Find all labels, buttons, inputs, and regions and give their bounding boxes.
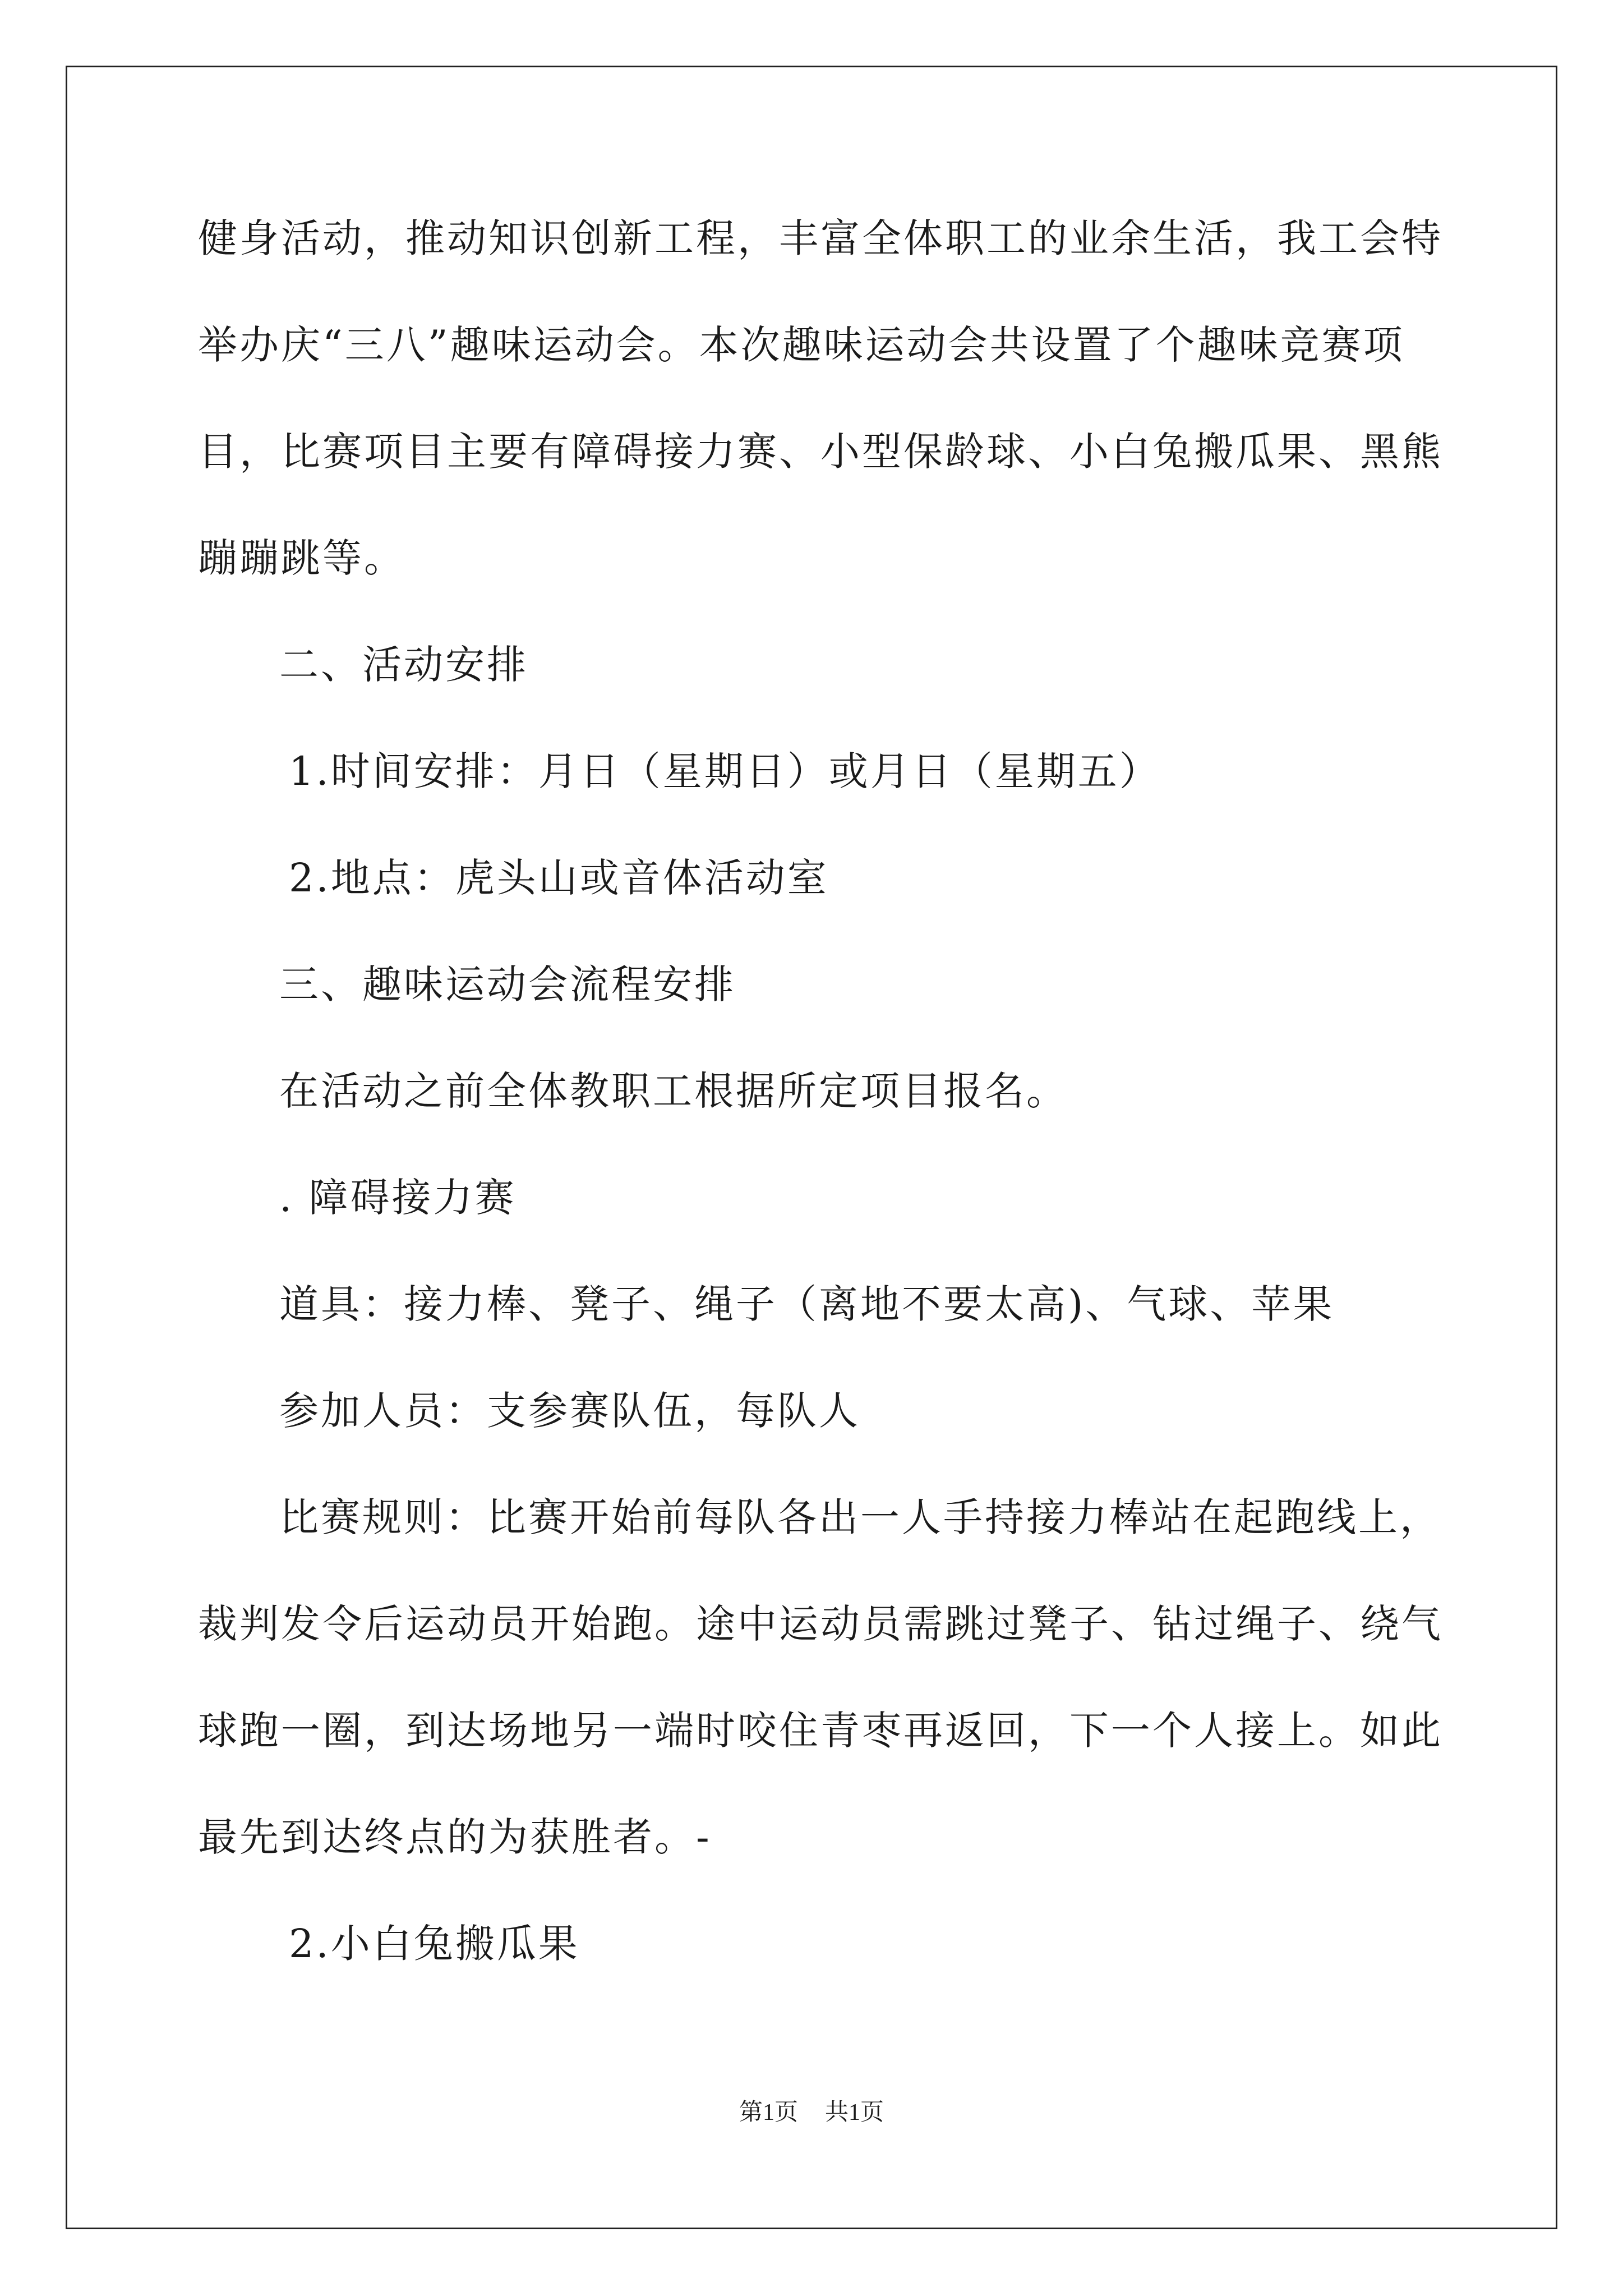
section-heading: 三、趣味运动会流程安排: [279, 961, 736, 1007]
subsection-heading: . 障碍接力赛: [279, 1175, 517, 1221]
list-item: 1.时间安排：月日（星期日）或月日（星期五）: [289, 748, 1161, 794]
page-total: 共1页: [825, 2100, 884, 2125]
subsection-heading: 2.小白兔搬瓜果: [289, 1921, 580, 1967]
paragraph-line: 最先到达终点的为获胜者。-: [198, 1814, 712, 1860]
page-number: 第1页: [739, 2100, 798, 2125]
paragraph-line: 参加人员：支参赛队伍，每队人: [279, 1388, 860, 1434]
page-footer: [0, 2101, 1623, 2124]
paragraph-line: 目，比赛项目主要有障碍接力赛、小型保龄球、小白兔搬瓜果、黑熊: [198, 429, 1443, 475]
paragraph-line: 裁判发令后运动员开始跑。途中运动员需跳过凳子、钻过绳子、绕气: [198, 1601, 1443, 1647]
paragraph-line: 比赛规则：比赛开始前每队各出一人手持接力棒站在起跑线上，: [279, 1494, 1441, 1540]
paragraph-line: 举办庆“三八”趣味运动会。本次趣味运动会共设置了个趣味竞赛项: [198, 322, 1405, 368]
paragraph-line: 健身活动，推动知识创新工程，丰富全体职工的业余生活，我工会特: [198, 215, 1443, 261]
paragraph-line: 道具：接力棒、凳子、绳子（离地不要太高)、气球、苹果: [279, 1281, 1335, 1327]
page-border: [66, 66, 1557, 2229]
paragraph-line: 在活动之前全体教职工根据所定项目报名。: [279, 1068, 1068, 1114]
paragraph-line: 蹦蹦跳等。: [198, 535, 405, 581]
list-item: 2.地点：虎头山或音体活动室: [289, 855, 829, 901]
paragraph-line: 球跑一圈，到达场地另一端时咬住青枣再返回，下一个人接上。如此: [198, 1708, 1443, 1754]
section-heading: 二、活动安排: [279, 642, 528, 688]
